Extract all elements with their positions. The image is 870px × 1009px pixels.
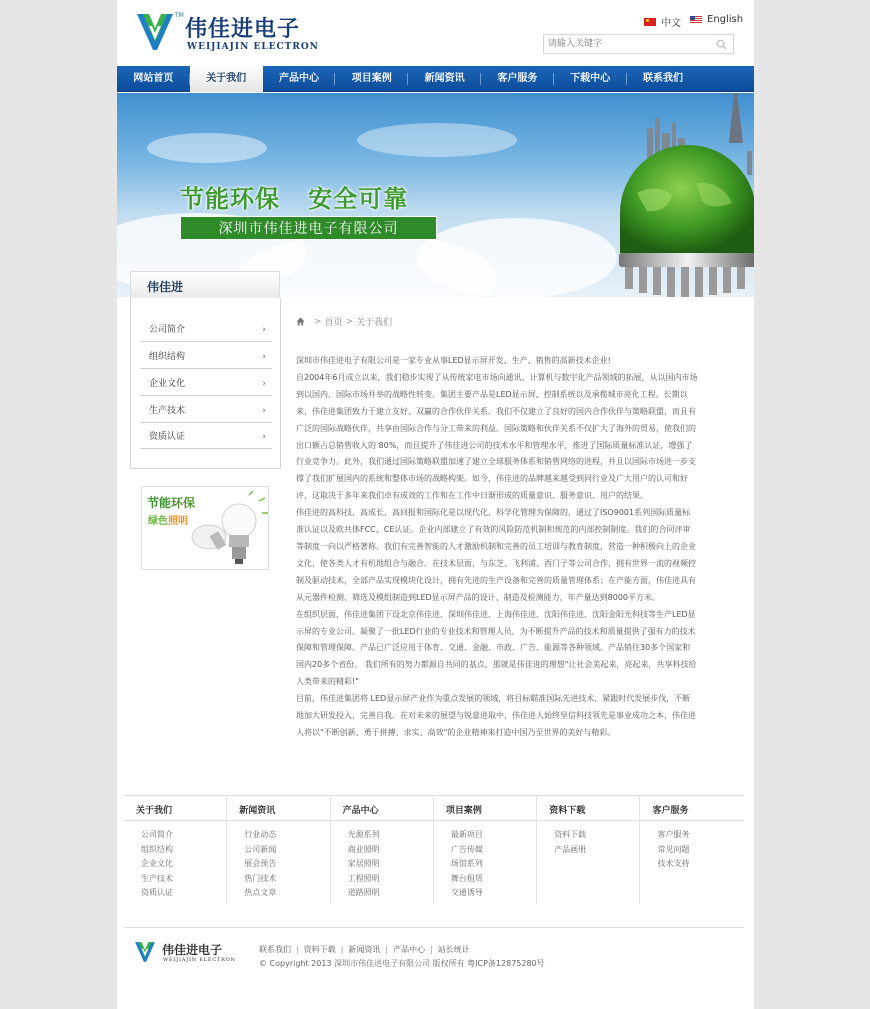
nav-cases[interactable]: 项目案例: [335, 66, 408, 92]
footer-column-downloads: [537, 796, 640, 904]
footer-link[interactable]: 展会预告: [244, 859, 277, 869]
footer-link[interactable]: 广告传媒: [450, 844, 483, 854]
banner-company-name: 深圳市伟佳进电子有限公司: [180, 216, 437, 240]
content-paragraph: 目前，伟佳进集团将 LED显示屏产业作为重点发展的领域，将目标瞄准国际先进技术，紧跟时代发展步伐，不断地加大研发投入，完善自我。在对未来的展望与锐意进取中，伟佳进人始终坚信科技领先是事业成功之本，伟佳进人将以"不断创新、勇于拼搏、求实、高效"的企业精神来打造中国乃至世界的美好与精彩。: [296, 694, 696, 737]
footer-column-title[interactable]: 新闻资讯: [227, 796, 329, 821]
footer-column-title[interactable]: 关于我们: [124, 796, 226, 821]
footer-link[interactable]: 企业文化: [141, 859, 173, 869]
footer-link[interactable]: 客户服务: [657, 830, 690, 839]
breadcrumb-separator: >: [314, 316, 322, 327]
us-flag-icon: [690, 16, 702, 24]
lang-english-link[interactable]: [690, 14, 743, 25]
ad-headline-b: 环保: [171, 496, 196, 510]
footer-bottom-links: [259, 944, 470, 955]
sidebar-item-label: 组织结构: [149, 352, 186, 362]
chevron-right-icon: ›: [262, 352, 266, 362]
nav-home[interactable]: 网站首页: [117, 66, 190, 92]
search-input[interactable]: [544, 35, 704, 53]
nav-contact[interactable]: 联系我们: [642, 73, 683, 84]
nav-download[interactable]: 下载中心: [554, 66, 627, 92]
footer-divider: [124, 927, 744, 928]
site-logo[interactable]: [135, 12, 319, 56]
breadcrumb-home[interactable]: 首页: [324, 318, 343, 328]
ad-headline-a: 节能: [147, 496, 172, 510]
footer-link[interactable]: 行业动态: [244, 830, 277, 839]
nav-news[interactable]: 新闻资讯: [408, 66, 481, 92]
footer-link-news[interactable]: 新闻资讯: [348, 945, 381, 954]
slogan-safety: 安全可靠: [308, 185, 409, 213]
footer-column-about: [124, 796, 227, 904]
footer-logo-text-en: WEIJIAJIN ELECTRON: [163, 957, 236, 963]
footer-logo[interactable]: [134, 941, 234, 967]
sidebar-item-certification[interactable]: [140, 425, 272, 449]
footer-column-cases: [434, 796, 537, 904]
sidebar-item-company-profile[interactable]: [140, 318, 272, 342]
footer-link[interactable]: 公司简介: [141, 830, 173, 839]
lang-english-label: English: [707, 14, 744, 25]
chevron-right-icon: ›: [262, 379, 266, 389]
sidebar-item-label: 资质认证: [149, 432, 186, 442]
content-paragraph: 深圳市伟佳进电子有限公司是一家专业从事LED显示屏开发、生产、销售的高新技术企业!: [296, 356, 611, 365]
footer-link[interactable]: 资料下载: [554, 830, 587, 839]
footer-link[interactable]: 道路照明: [347, 888, 380, 898]
banner-slogan: [180, 179, 408, 214]
sidebar-menu: [130, 298, 281, 469]
footer-link-products[interactable]: 产品中心: [393, 945, 426, 954]
hero-banner: [117, 93, 754, 297]
logo-mark-icon: [134, 941, 156, 963]
cloud-shape: [357, 123, 517, 157]
breadcrumb: [296, 315, 392, 328]
copyright-text: © Copyright 2013 深圳市伟佳进电子有限公司 版权所有 粤ICP备12875280号: [259, 959, 545, 968]
breadcrumb-separator: >: [345, 316, 354, 327]
nav-about[interactable]: 关于我们: [190, 66, 263, 92]
footer-link-stats[interactable]: 站长统计: [437, 945, 470, 954]
footer-column-service: [640, 796, 743, 904]
footer-link-downloads[interactable]: 资料下载: [303, 945, 336, 954]
page: [117, 0, 754, 1009]
led-bulb-image: [187, 489, 269, 570]
logo-text-en: WEIJIAJIN ELECTRON: [187, 42, 319, 52]
footer-link[interactable]: 产品画册: [554, 844, 587, 854]
sidebar-header: [130, 271, 280, 298]
footer-link[interactable]: 交通诱导: [450, 888, 483, 898]
footer-link[interactable]: 光源系列: [347, 830, 380, 839]
slogan-energy: 节能环保: [180, 185, 280, 213]
footer-column-news: [227, 796, 330, 904]
nav-products[interactable]: 产品中心: [263, 66, 336, 92]
content-paragraph: 伟佳进的高科技、高成长、高回报和国际化是以现代化、科学化管理为保障的，通过了ISO9001系列国际质量标准认证以及欧共体FCC、CE认证。企业内部建立了有效的风险防范机制和规范的内部控制制度。我们的合同评审等制度一向以严格著称。我们有完善智能的人才激励机制和完善的员工培训与教育制度，营造一种积极向上的企业文化，使各类人才有机地组合与融合。在技术层面，与东芝、飞利浦、西门子等公司合作，拥有世界一流的视频控制及驱动技术，全部产品实现模块化设计，拥有先进的生产设备和完善的质量管理体系；在产能方面，伟佳进具有从元器件检测、筛选及模组制造到LED显示屏产品的设计、制造及检测能力，年产量达到8000平方米。: [296, 508, 696, 602]
ad-subline: [148, 512, 188, 527]
footer-link[interactable]: 商业照明: [347, 844, 380, 854]
logo-trademark: TM: [175, 12, 184, 19]
footer-column-title[interactable]: 资料下载: [537, 796, 639, 821]
sidebar-item-organization[interactable]: [140, 345, 272, 369]
footer-column-products: [331, 796, 434, 904]
ad-subline-b: 照明: [168, 516, 188, 527]
footer-link[interactable]: 组织结构: [141, 844, 173, 854]
ad-subline-a: 绿色: [148, 516, 168, 527]
link-separator: |: [296, 945, 299, 954]
logo-text-cn: 伟佳进电子: [185, 17, 301, 42]
chevron-right-icon: ›: [262, 325, 266, 335]
footer-link[interactable]: 常见问题: [657, 844, 690, 854]
link-separator: |: [385, 945, 389, 954]
nav-service[interactable]: 客户服务: [481, 66, 554, 92]
sidebar-item-label: 生产技术: [149, 406, 186, 416]
lang-chinese-label: 中文: [661, 18, 681, 29]
breadcrumb-current: 关于我们: [356, 318, 393, 328]
chevron-right-icon: ›: [262, 432, 266, 442]
search-box: [543, 34, 734, 54]
footer-link[interactable]: 工程照明: [347, 873, 380, 883]
footer-link[interactable]: 最新项目: [450, 830, 483, 839]
sidebar-item-label: 公司简介: [149, 325, 186, 335]
footer-columns: [124, 796, 744, 904]
sidebar-ad-banner[interactable]: [141, 486, 269, 570]
footer-link[interactable]: 技术支持: [657, 859, 690, 869]
sidebar-item-production[interactable]: [140, 399, 272, 423]
footer-link[interactable]: 热点文章: [244, 888, 277, 898]
footer-link[interactable]: 资质认证: [141, 888, 173, 898]
logo-mark-icon: [135, 12, 175, 52]
china-flag-icon: [644, 18, 656, 26]
footer-link[interactable]: 场馆系列: [450, 859, 483, 869]
footer-link[interactable]: 公司新闻: [244, 844, 277, 854]
sidebar-item-culture[interactable]: [140, 372, 272, 396]
footer-link-contact[interactable]: 联系我们: [259, 945, 291, 954]
footer-link[interactable]: 热门技术: [244, 873, 277, 883]
footer-column-title[interactable]: 客户服务: [640, 796, 743, 821]
footer-column-title[interactable]: 项目案例: [434, 796, 536, 821]
footer-link[interactable]: 生产技术: [141, 873, 173, 883]
sidebar-item-label: 企业文化: [149, 379, 186, 389]
footer-column-title[interactable]: 产品中心: [331, 796, 433, 821]
chevron-right-icon: ›: [262, 406, 266, 416]
footer-logo-text-cn: 伟佳进电子: [162, 943, 223, 957]
search-icon[interactable]: [716, 39, 727, 50]
link-separator: |: [340, 945, 344, 954]
home-icon[interactable]: [296, 317, 305, 326]
main-nav: [117, 66, 754, 92]
link-separator: |: [430, 945, 433, 954]
lang-chinese-link[interactable]: [644, 14, 681, 29]
content-paragraph: 在组织层面，伟佳进集团下设北京伟佳进、深圳伟佳进、上海伟佳进、沈阳伟佳进、沈阳金阳光科技等生产LED显示屏的专业公司。凝聚了一批LED行业的专业技术和管理人员，为不断提升产品的技术和质量提供了强有力的技术保障和管理保障。产品已广泛应用于体育、交通、金融、市政、广告、能源等各种领域。产品销往30多个国家和国内20多个省份。 我们所有的努力都源自共同的基点，那就是伟佳进的理想"让社会美起来，亮起来，共享科技给人类带来的精彩!": [296, 609, 697, 687]
green-globe-lamp-image: [497, 93, 754, 297]
sidebar-title: 伟佳进: [147, 280, 184, 294]
about-content: [296, 353, 698, 742]
cloud-shape: [147, 133, 267, 163]
content-paragraph: 自2004年6月成立以来，我们稳步实现了从传统家电市场向通讯、计算机与数字化产品领域的拓展，从以国内市场到以国内、国际市场并举的战略性转变。集团主要产品是LED显示屏、控制系统以及承揽城市亮化工程。长期以来，伟佳进集团致力于建立友好、双赢的合作伙伴关系。我们不仅建立了良好的国内合作伙伴与策略联盟，而且有广泛的国际战略伙伴，共享由国际合作与分工带来的利益。国际策略和伙伴关系不仅扩大了海外的贸易，使我们的出口额占总销售收入的 80%，而且提升了伟佳进公司的技术水平和管理水平，推进了国际质量标准认证，增强了行业竞争力。此外，我们通过国际策略联盟加速了建立全球服务体系和销售网络的进程，并且以国际市场进一步支撑了我们扩展国内的系统和整体市场的战略构架。如今，伟佳进的品牌越来越受到同行业及广大用户的认可和好评，这取决于多年来我们卓有成效的工作和在工作中日渐形成的质量意识、服务意识、用户的结果。: [296, 372, 698, 501]
footer-link[interactable]: 舞台租赁: [450, 873, 483, 883]
footer-link[interactable]: 家居照明: [347, 859, 380, 869]
